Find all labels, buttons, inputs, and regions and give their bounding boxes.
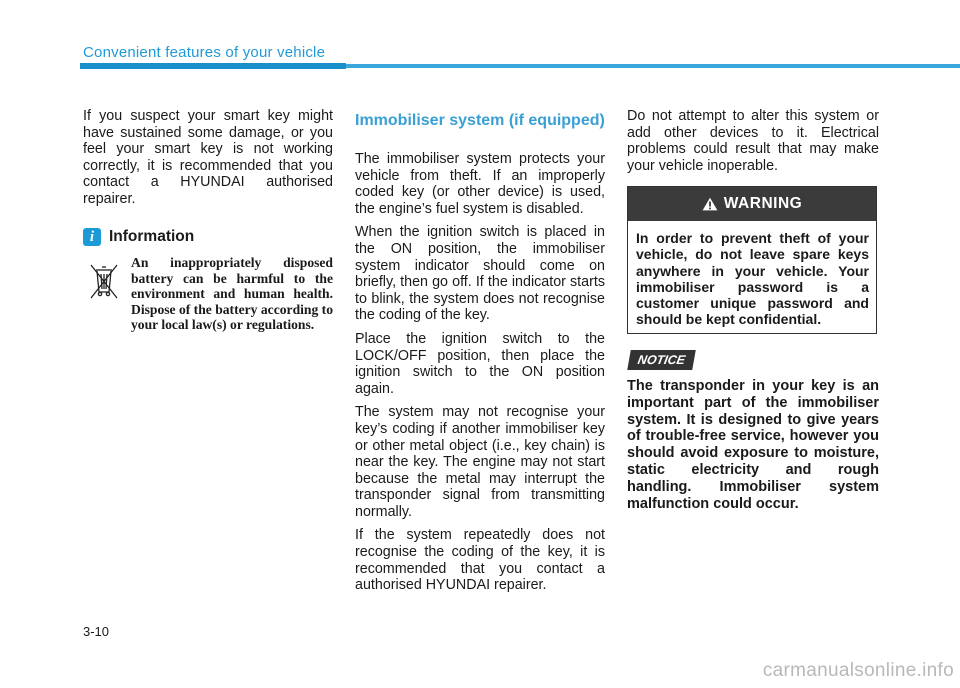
information-heading	[83, 228, 194, 246]
immobiliser-heading	[355, 112, 605, 129]
paragraph: When the ignition switch is placed in the ON position, the immobiliser system indicator should come on briefly, then go off. If the indicator starts to blink, the system does not recognise the coding of the key.	[355, 224, 605, 324]
page-number: 3-10	[83, 624, 110, 639]
paragraph: The immobiliser system protects your vehicle from theft. If an improperly coded key (or other device) is used, the engine’s fuel system is disabled.	[355, 151, 605, 217]
crossed-out-bin-icon	[83, 258, 125, 302]
warning-label: WARNING	[723, 195, 803, 212]
notice-text: The transponder in your key is an important part of the immobiliser system. It is designed to give years of trouble-free service, however you should avoid exposure to moisture, static electricity and rough handling. Immobiliser system malfunction could occur.	[627, 378, 879, 512]
watermark: carmanualsonline.info	[762, 660, 954, 681]
info-icon: i	[83, 228, 101, 246]
immobiliser-heading-text: Immobiliser system (if equipped)	[355, 112, 605, 129]
warning-triangle-icon	[702, 197, 718, 211]
smart-key-damage-text: If you suspect your smart key might have sustained some damage, or you feel your smart key is not working correctly, it is recommended that you contact a HYUNDAI authorised repairer.	[83, 108, 333, 207]
warning-text: In order to prevent theft of your vehicle, do not leave spare keys anywhere in your vehicle. Your immobiliser password is a customer unique password and should be kept confidential.	[636, 230, 869, 328]
section-title: Convenient features of your vehicle	[83, 44, 326, 61]
paragraph: Place the ignition switch to the LOCK/OFF position, then place the ignition switch to the ON position again.	[355, 330, 605, 397]
header-rule-accent	[80, 63, 346, 69]
information-label: Information	[109, 228, 195, 245]
paragraph: If the system repeatedly does not recognise the coding of the key, it is recommended that you contact a authorised HYUNDAI repairer.	[355, 527, 605, 594]
battery-disposal-text: An inappropriately disposed battery can be harmful to the environment and human health. Dispose of the battery according to your local law(s) or regulations.	[131, 255, 333, 333]
do-not-alter-text: Do not attempt to alter this system or add other devices to it. Electrical problems could result that may make your vehicle inoperable.	[627, 108, 879, 174]
immobiliser-paragraphs	[355, 151, 605, 601]
warning-box	[627, 186, 877, 334]
notice-badge: NOTICE	[627, 350, 696, 370]
paragraph: The system may not recognise your key’s coding if another immobiliser key or other metal object (i.e., key chain) is near the key. The engine may not start because the metal may interrupt the transponder signal from transmitting normally.	[355, 404, 605, 520]
warning-header	[628, 187, 876, 221]
